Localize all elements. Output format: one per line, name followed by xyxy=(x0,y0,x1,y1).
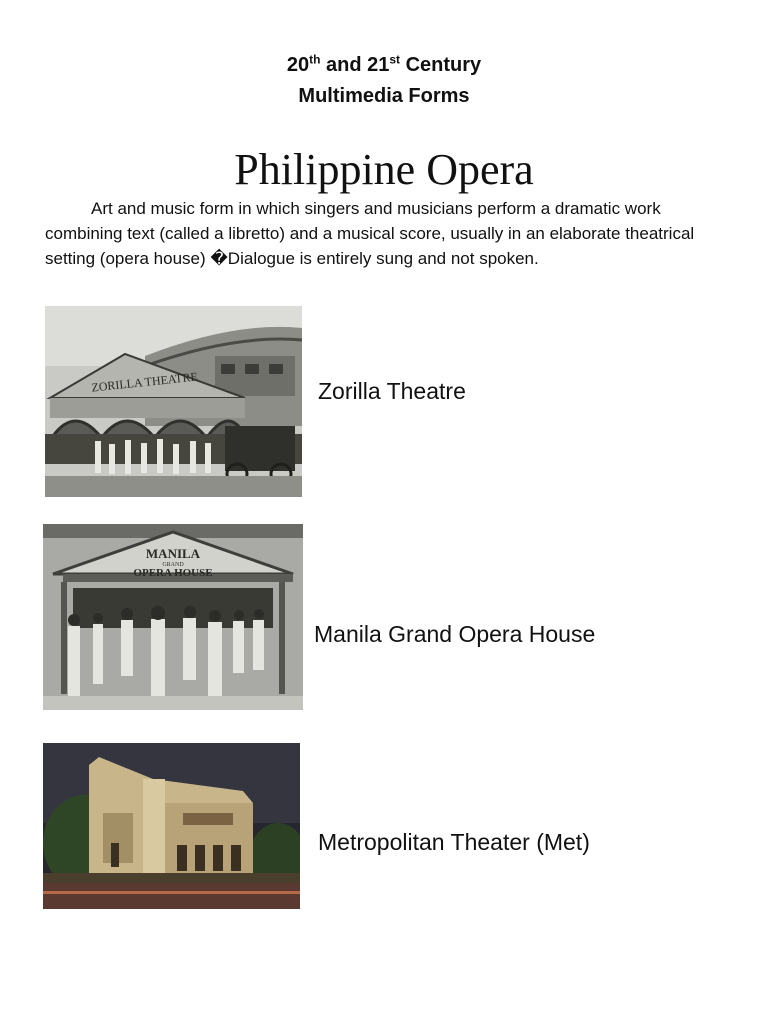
description-paragraph: Art and music form in which singers and musicians perform a dramatic work combining text (called a libretto) and a musical score, usually in an elaborate theatrical setting (opera house) �Dialogue is entirely sung and not spoken. xyxy=(45,199,695,268)
metropolitan-theater-photo xyxy=(43,743,300,909)
section-heading xyxy=(0,50,768,112)
page-title: Philippine Opera xyxy=(234,145,534,194)
opera-sign-small: GRAND xyxy=(162,562,184,568)
heading-line-1: 20th and 21st Century xyxy=(286,52,482,76)
manila-grand-opera-house-caption: Manila Grand Opera House xyxy=(314,621,596,647)
opera-sign-line2: OPERA HOUSE xyxy=(133,567,213,579)
heading-line-2: Multimedia Forms xyxy=(298,85,470,107)
opera-sign-line1: MANILA xyxy=(145,546,201,561)
zorilla-sign-text: ZORILLA THEATRE xyxy=(90,369,199,395)
metropolitan-theater-caption: Metropolitan Theater (Met) xyxy=(318,829,590,855)
zorilla-theatre-caption: Zorilla Theatre xyxy=(318,378,466,404)
zorilla-theatre-photo xyxy=(45,306,302,497)
manila-grand-opera-house-photo xyxy=(43,524,303,710)
